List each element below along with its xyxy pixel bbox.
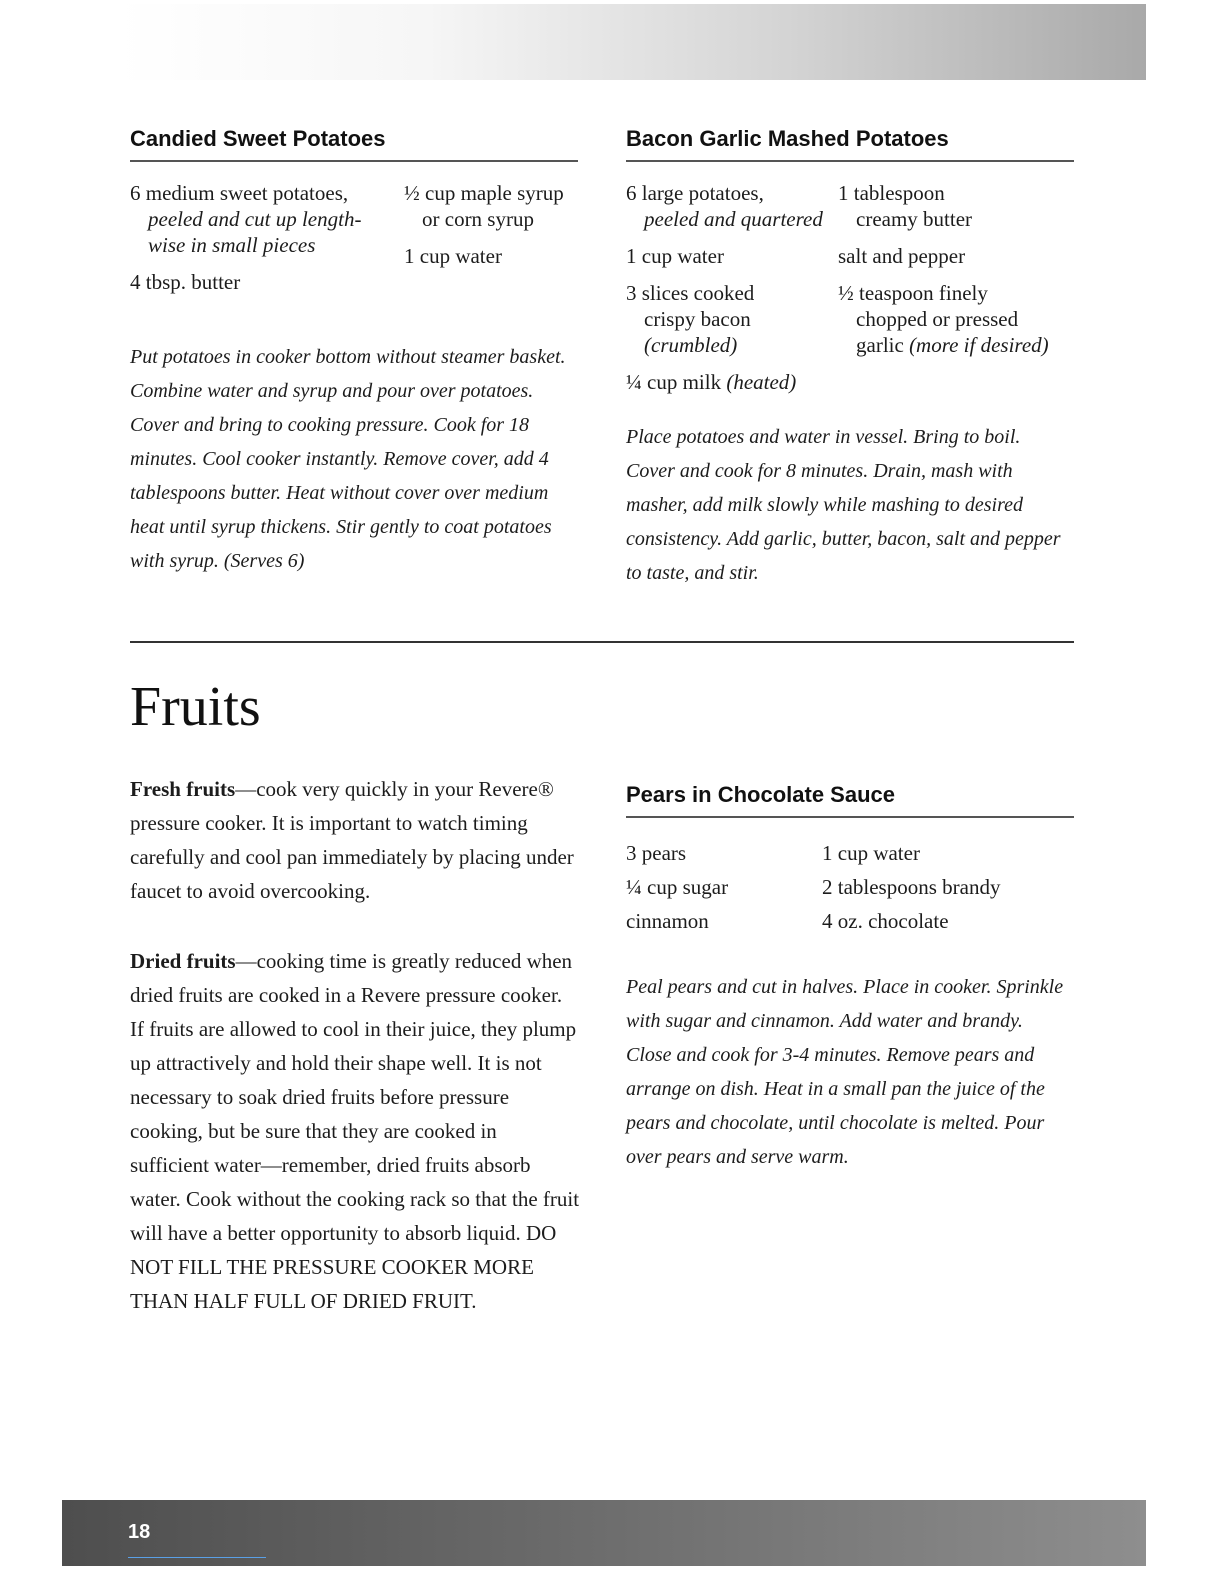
ingredient: 1 cup water [404,244,502,268]
ingredient: 4 tbsp. butter [130,270,241,294]
fresh-fruits-paragraph: Fresh fruits—cook very quickly in your Revere® pressure cooker. It is important to watch timing carefully and cool pan immediately by placing under faucet to avoid overcooking. [130,777,574,903]
recipe-method: Peal pears and cut in halves. Place in cooker. Sprinkle with sugar and cinnamon. Add water and brandy. Close and cook for 3-4 minutes. Remove pears and arrange on dish. Heat in a small pan the juice of the pears and chocolate, until chocolate is melted. Pour over pears and serve warm. [626,976,1064,1168]
ingredient: ¼ cup milk (heated) [626,370,797,394]
ingredient: ¼ cup sugar [626,875,729,899]
ingredient: 4 oz. chocolate [822,909,949,933]
header-band [118,4,1146,80]
ingredient: 1 cup water [626,244,724,268]
dried-fruits-paragraph: Dried fruits—cooking time is greatly reduced when dried fruits are cooked in a Revere pressure cooker. If fruits are allowed to cool in their juice, they plump up attractively and hold their shape well. It is not necessary to soak dried fruits before pressure cooking, but be sure that they are cooked in sufficient water—remember, dried fruits absorb water. Cook without the cooking rack so that the fruit will have a better opportunity to absorb liquid. DO NOT FILL THE PRESSURE COOKER MORE THAN HALF FULL OF DRIED FRUIT. [130,949,580,1313]
ingredient: 2 tablespoons brandy [822,875,1001,899]
recipe-candied-sweet-potatoes [130,124,578,300]
recipe-title: Pears in Chocolate Sauce [626,780,1074,818]
ingredient-list [626,836,1074,946]
section-divider [130,641,1074,643]
ingredient-list [130,180,578,300]
ingredient: 1 tablespoon creamy butter [838,181,973,231]
recipe-pears-in-chocolate-sauce [626,780,1074,946]
footer-rule [128,1557,266,1558]
recipe-title: Bacon Garlic Mashed Potatoes [626,124,1074,162]
section-title: Fruits [130,676,261,738]
page-number: 18 [128,1521,151,1543]
ingredient-list [626,180,1074,410]
ingredient: cinnamon [626,909,709,933]
ingredient: 3 slices cooked crispy bacon (crumbled) [626,281,755,357]
recipe-method: Put potatoes in cooker bottom without steamer basket. Combine water and syrup and pour over potatoes. Cover and bring to cooking pressure. Cook for 18 minutes. Cool cooker instantly. Remove cover, add 4 tablespoons butter. Heat without cover over medium heat until syrup thickens. Stir gently to coat potatoes with syrup. (Serves 6) [130,346,566,572]
ingredient: 1 cup water [822,841,920,865]
ingredient: 6 medium sweet potatoes, peeled and cut up length- wise in small pieces [130,181,362,257]
recipe-method: Place potatoes and water in vessel. Bring to boil. Cover and cook for 8 minutes. Drain, mash with masher, add milk slowly while mashing to desired consistency. Add garlic, butter, bacon, salt and pepper to taste, and stir. [626,426,1061,584]
ingredient: ½ teaspoon finely chopped or pressed garlic (more if desired) [838,281,1049,357]
recipe-bacon-garlic-mashed-potatoes [626,124,1074,410]
ingredient: 3 pears [626,841,687,865]
ingredient: ½ cup maple syrup or corn syrup [404,181,564,231]
ingredient: 6 large potatoes, peeled and quartered [626,181,823,231]
recipe-title: Candied Sweet Potatoes [130,124,578,162]
ingredient: salt and pepper [838,244,966,268]
